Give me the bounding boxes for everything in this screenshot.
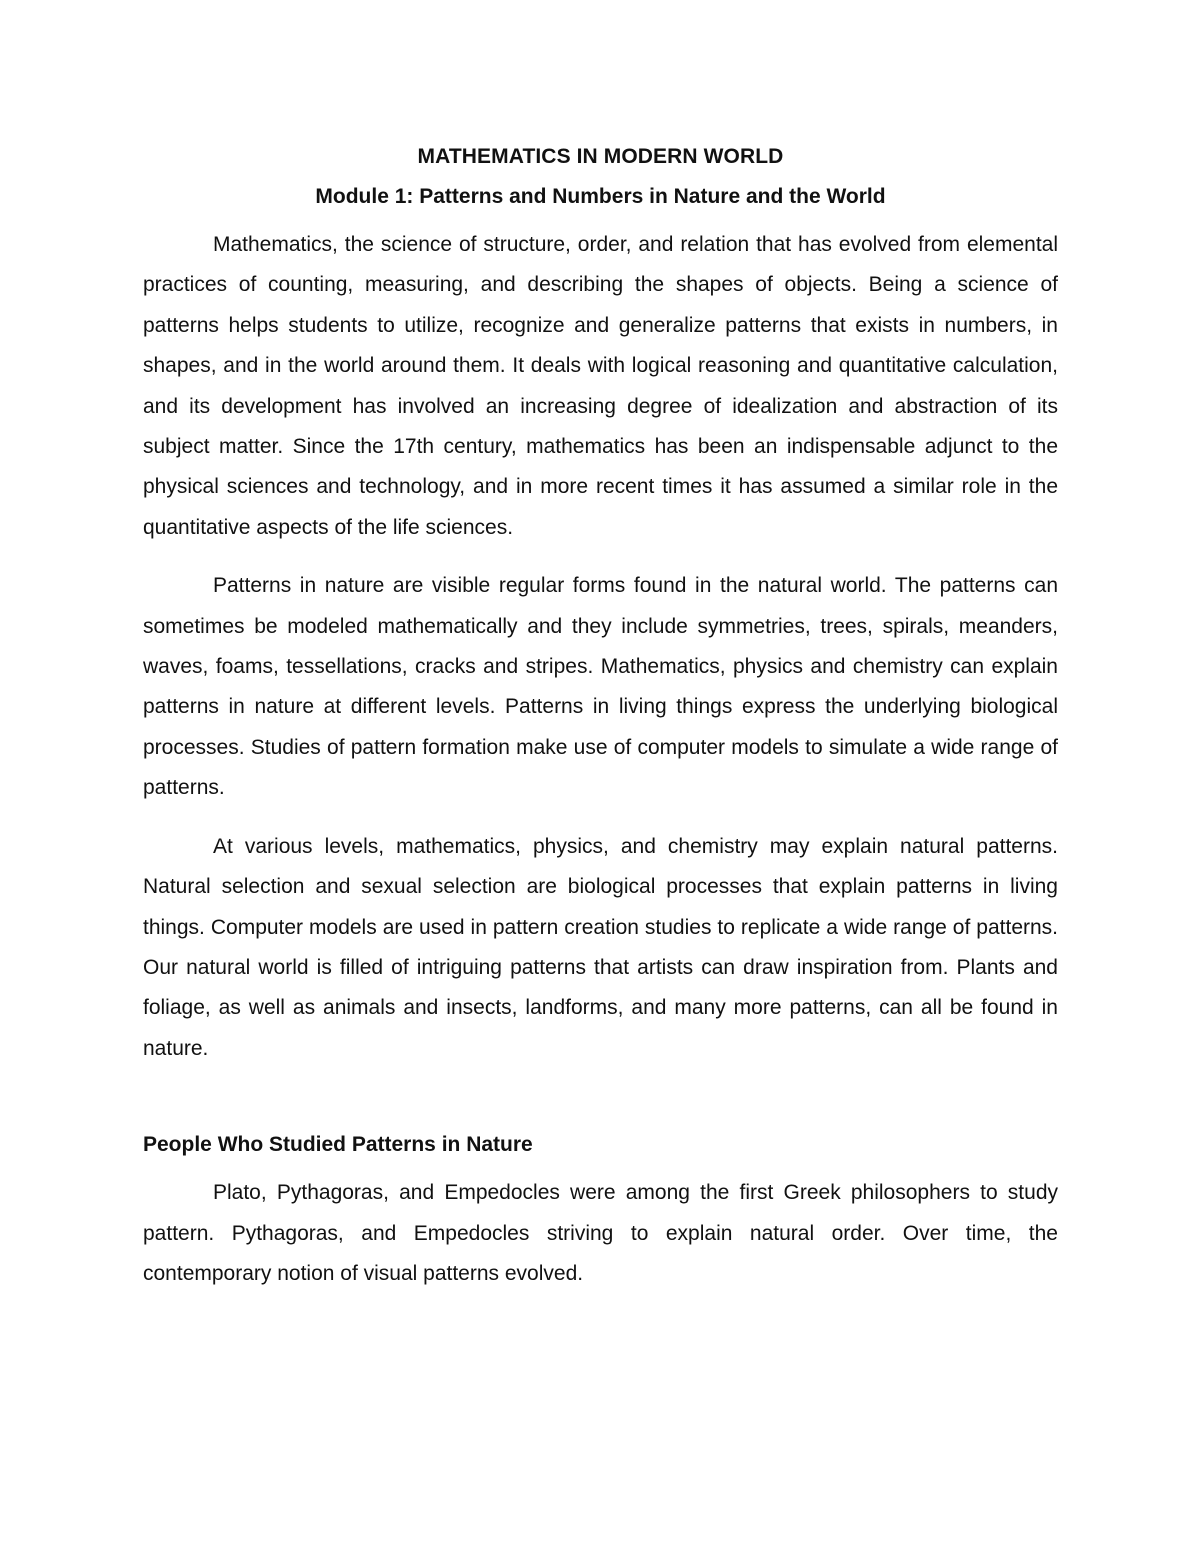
module-subtitle: Module 1: Patterns and Numbers in Nature and the World xyxy=(315,185,886,208)
document-title: MATHEMATICS IN MODERN WORLD xyxy=(417,145,784,168)
paragraph-greek-philosophers: Plato, Pythagoras, and Empedocles were among the first Greek philosophers to study pattern. Pythagoras, and Empedocles striving to explain natural order. Over time, the contemporary notion of visual patterns evolved. xyxy=(143,1181,1058,1285)
paragraph-mathematics-definition: Mathematics, the science of structure, order, and relation that has evolved from elemental practices of counting, measuring, and describing the shapes of objects. Being a science of patterns helps students to utilize, recognize and generalize patterns that exists in numbers, in shapes, and in the world around them. It deals with logical reasoning and quantitative calculation, and its development has involved an increasing degree of idealization and abstraction of its subject matter. Since the 17th century, mathematics has been an indispensable adjunct to the physical sciences and technology, and in more recent times it has assumed a similar role in the quantitative aspects of the life sciences. xyxy=(143,233,1058,539)
paragraph-natural-patterns-explained: At various levels, mathematics, physics, and chemistry may explain natural patterns. Natural selection and sexual selection are biological processes that explain patterns in living things. Computer models are used in pattern creation studies to replicate a wide range of patterns. Our natural world is filled of intriguing patterns that artists can draw inspiration from. Plants and foliage, as well as animals and insects, landforms, and many more patterns, can all be found in nature. xyxy=(143,834,1058,1060)
document-body xyxy=(143,137,1058,1294)
paragraph-patterns-in-nature: Patterns in nature are visible regular forms found in the natural world. The patterns can sometimes be modeled mathematically and they include symmetries, trees, spirals, meanders, waves, foams, tessellations, cracks and stripes. Mathematics, physics and chemistry can explain patterns in nature at different levels. Patterns in living things express the underlying biological processes. Studies of pattern formation make use of computer models to simulate a wide range of patterns. xyxy=(143,574,1058,800)
section-heading: People Who Studied Patterns in Nature xyxy=(143,1133,533,1157)
